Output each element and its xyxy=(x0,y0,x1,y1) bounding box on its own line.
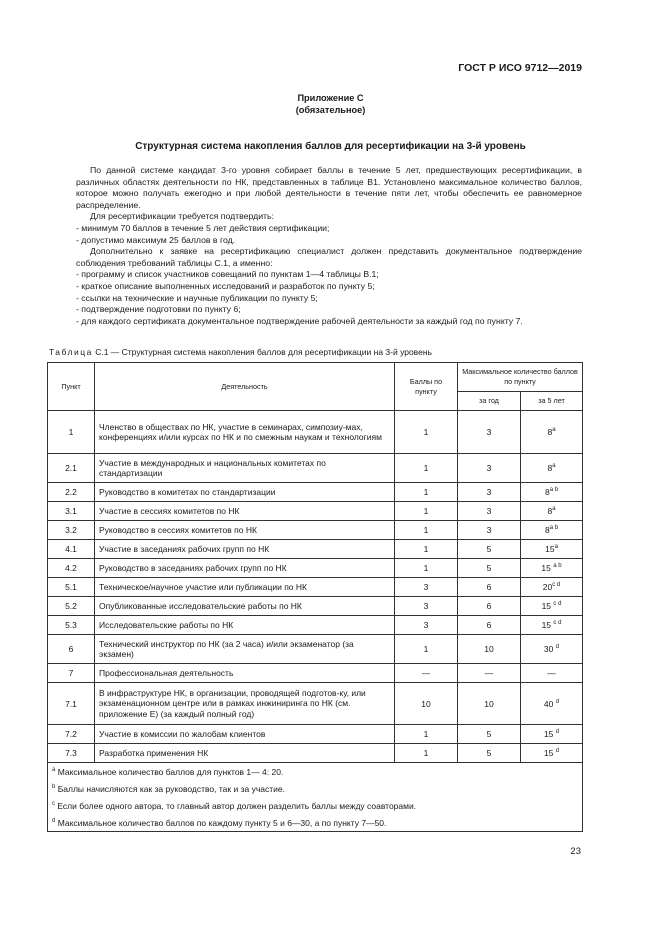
header-points: Баллы по пункту xyxy=(395,363,458,411)
cell-activity: Руководство в комитетах по стандартизации xyxy=(95,483,395,502)
annex-heading xyxy=(0,92,661,116)
table-row xyxy=(48,683,583,725)
list-item: - допустимо максимум 25 баллов в год. xyxy=(76,234,236,245)
footnote-text: Максимальное количество баллов по каждому пункту 5 и 6—30, а по пункту 7—50. xyxy=(55,817,387,828)
footnote-mark: d xyxy=(555,748,560,755)
cell-value: 15 xyxy=(541,563,554,573)
list-item: - краткое описание выполненных исследований и разработок по пункту 5; xyxy=(76,280,375,291)
cell-item: 4.2 xyxy=(48,559,95,578)
cell-points: 1 xyxy=(395,540,458,559)
cell-per-year: — xyxy=(458,664,521,683)
cell-per-5-years xyxy=(521,540,583,559)
footnote xyxy=(52,763,578,780)
cell-activity: В инфраструктуре НК, в организации, проводящей подготов-ку, или экзаменационном центре или в рамках инжиниринга по НК (см. приложение Е) (за каждый полный год) xyxy=(95,683,395,725)
cell-per-year: 6 xyxy=(458,616,521,635)
list-item: - минимум 70 баллов в течение 5 лет действия сертификации; xyxy=(76,222,330,233)
table-row xyxy=(48,521,583,540)
cell-value: 15 xyxy=(545,544,555,554)
cell-value: 15 xyxy=(541,620,554,630)
cell-item: 3.2 xyxy=(48,521,95,540)
cell-per-year: 3 xyxy=(458,454,521,483)
footnote-mark: c d xyxy=(553,620,562,627)
table-row xyxy=(48,483,583,502)
cell-points: 1 xyxy=(395,744,458,763)
cell-points: 1 xyxy=(395,725,458,744)
footnote xyxy=(52,797,578,814)
cell-per-5-years xyxy=(521,683,583,725)
table-row xyxy=(48,540,583,559)
cell-per-year: 3 xyxy=(458,502,521,521)
cell-per-5-years xyxy=(521,521,583,540)
cell-per-year: 3 xyxy=(458,521,521,540)
cell-item: 2.2 xyxy=(48,483,95,502)
list-item: - для каждого сертификата документальное подтверждение рабочей деятельности за каждый год по пункту 7. xyxy=(76,315,523,326)
points-table xyxy=(47,362,583,832)
footnote-mark: a b xyxy=(553,563,562,570)
cell-points: 1 xyxy=(395,483,458,502)
cell-points: 1 xyxy=(395,502,458,521)
cell-value: 15 xyxy=(541,601,554,611)
cell-points: 3 xyxy=(395,597,458,616)
cell-activity: Участие в международных и национальных комитетах по стандартизации xyxy=(95,454,395,483)
table-row xyxy=(48,559,583,578)
header-per-5-years: за 5 лет xyxy=(521,392,583,411)
footnote-mark: c d xyxy=(553,601,562,608)
footnote-mark: b xyxy=(52,784,56,791)
table-row xyxy=(48,744,583,763)
footnote-mark: d xyxy=(555,644,560,651)
table-row xyxy=(48,616,583,635)
footnote-mark: a xyxy=(552,427,556,434)
footnote-mark: a xyxy=(552,506,556,513)
cell-item: 5.1 xyxy=(48,578,95,597)
cell-item: 5.3 xyxy=(48,616,95,635)
cell-per-5-years xyxy=(521,664,583,683)
annex-status: (обязательное) xyxy=(295,105,366,115)
cell-value: 15 xyxy=(543,729,556,739)
cell-activity: Участие в комиссии по жалобам клиентов xyxy=(95,725,395,744)
footnote-text: Баллы начисляются как за руководство, так и за участие. xyxy=(55,783,285,794)
cell-activity: Техническое/научное участие или публикации по НК xyxy=(95,578,395,597)
cell-per-year: 5 xyxy=(458,725,521,744)
cell-points: 10 xyxy=(395,683,458,725)
cell-item: 6 xyxy=(48,635,95,664)
body-text xyxy=(76,165,582,327)
cell-points: 1 xyxy=(395,521,458,540)
cell-item: 7 xyxy=(48,664,95,683)
list-item: - программу и список участников совещаний по пунктам 1—4 таблицы В.1; xyxy=(76,269,379,280)
page-number: 23 xyxy=(570,846,581,857)
cell-item: 5.2 xyxy=(48,597,95,616)
cell-activity: Членство в обществах по НК, участие в семинарах, симпозиу-мах, конференциях и/или курсах по НК и по смежным наукам и технологиям xyxy=(95,411,395,454)
cell-activity: Разработка применения НК xyxy=(95,744,395,763)
table-row xyxy=(48,597,583,616)
header-item: Пункт xyxy=(48,363,95,411)
cell-per-5-years xyxy=(521,454,583,483)
cell-points: 1 xyxy=(395,411,458,454)
cell-item: 1 xyxy=(48,411,95,454)
header-max: Максимальное количество баллов по пункту xyxy=(458,363,583,392)
cell-per-5-years xyxy=(521,483,583,502)
table-notes xyxy=(48,763,583,832)
footnote-text: Максимальное количество баллов для пунктов 1— 4: 20. xyxy=(55,766,284,777)
footnote xyxy=(52,814,578,831)
cell-value: 8 xyxy=(547,463,553,473)
cell-per-year: 6 xyxy=(458,597,521,616)
cell-points: — xyxy=(395,664,458,683)
table-caption-label: Таблица xyxy=(49,347,93,357)
footnote-mark: d xyxy=(555,729,560,736)
cell-activity: Руководство в заседаниях рабочих групп по НК xyxy=(95,559,395,578)
footnote-mark: a b xyxy=(549,525,559,532)
cell-per-year: 5 xyxy=(458,744,521,763)
cell-activity: Руководство в сессиях комитетов по НК xyxy=(95,521,395,540)
cell-per-5-years xyxy=(521,578,583,597)
footnote xyxy=(52,780,578,797)
cell-value: 15 xyxy=(543,748,556,758)
cell-value: 8 xyxy=(544,525,550,535)
cell-per-5-years xyxy=(521,411,583,454)
cell-item: 3.1 xyxy=(48,502,95,521)
footnote-mark: a xyxy=(52,767,56,773)
cell-value: 20 xyxy=(542,582,553,592)
table-row xyxy=(48,578,583,597)
cell-item: 2.1 xyxy=(48,454,95,483)
cell-activity: Исследовательские работы по НК xyxy=(95,616,395,635)
cell-per-year: 6 xyxy=(458,578,521,597)
cell-per-year: 5 xyxy=(458,559,521,578)
annex-title: Приложение C xyxy=(297,93,364,103)
footnote-text: Если более одного автора, то главный автор должен разделить баллы между соавторами. xyxy=(55,800,417,811)
cell-value: 8 xyxy=(544,487,550,497)
cell-value: 8 xyxy=(547,506,553,516)
table-row xyxy=(48,725,583,744)
table-row xyxy=(48,502,583,521)
cell-per-5-years xyxy=(521,744,583,763)
cell-points: 3 xyxy=(395,616,458,635)
section-title: Структурная система накопления баллов для ресертификации на 3-й уровень xyxy=(135,141,526,152)
table-caption xyxy=(49,347,432,357)
footnote-mark: c d xyxy=(552,582,561,589)
footnote-mark: a b xyxy=(549,487,559,494)
table-caption-text: С.1 — Структурная система накопления баллов для ресертификации на 3-й уровень xyxy=(95,347,432,357)
cell-activity: Технический инструктор по НК (за 2 часа) и/или экзаменатор (за экзамен) xyxy=(95,635,395,664)
cell-activity: Участие в сессиях комитетов по НК xyxy=(95,502,395,521)
footnote-mark: c xyxy=(52,801,55,808)
footnote-mark: d xyxy=(52,818,56,825)
cell-activity: Профессиональная деятельность xyxy=(95,664,395,683)
cell-item: 4.1 xyxy=(48,540,95,559)
cell-per-year: 10 xyxy=(458,683,521,725)
table-body xyxy=(48,411,583,763)
cell-per-year: 3 xyxy=(458,411,521,454)
cell-value: 8 xyxy=(547,427,553,437)
table-row xyxy=(48,664,583,683)
cell-per-year: 10 xyxy=(458,635,521,664)
header-activity: Деятельность xyxy=(95,363,395,411)
cell-item: 7.2 xyxy=(48,725,95,744)
cell-points: 1 xyxy=(395,559,458,578)
cell-per-5-years xyxy=(521,502,583,521)
table-row xyxy=(48,454,583,483)
paragraph-documents: Дополнительно к заявке на ресертификацию специалист должен представить документальное подтверждение соблюдения требований таблицы С.1, а именно: xyxy=(76,246,582,268)
cell-activity: Участие в заседаниях рабочих групп по НК xyxy=(95,540,395,559)
table-row xyxy=(48,411,583,454)
cell-item: 7.1 xyxy=(48,683,95,725)
cell-per-5-years xyxy=(521,635,583,664)
table-row xyxy=(48,635,583,664)
cell-per-5-years xyxy=(521,725,583,744)
cell-value: 30 xyxy=(543,644,556,654)
cell-points: 1 xyxy=(395,454,458,483)
standard-code: ГОСТ Р ИСО 9712—2019 xyxy=(458,62,582,74)
cell-per-year: 3 xyxy=(458,483,521,502)
paragraph-intro: По данной системе кандидат 3-го уровня собирает баллы в течение 5 лет, предшествующих ресертификации, в различных областях деятельности по НК, представленных в таблице В1. Установлено максимальное количество баллов, которое можно получать ежегодно и при любой деятельности в течение пяти лет, чтобы обеспечить ее равномерное распределение. xyxy=(76,165,582,210)
cell-points: 1 xyxy=(395,635,458,664)
cell-per-5-years xyxy=(521,616,583,635)
footnote-mark: a xyxy=(554,544,558,551)
cell-item: 7.3 xyxy=(48,744,95,763)
cell-value: 40 xyxy=(543,698,556,709)
list-item: - ссылки на технические и научные публикации по пункту 5; xyxy=(76,292,318,303)
cell-per-5-years xyxy=(521,597,583,616)
cell-points: 3 xyxy=(395,578,458,597)
list-item: - подтверждение подготовки по пункту 6; xyxy=(76,304,241,315)
footnote-mark: a xyxy=(552,463,556,470)
paragraph-requirements: Для ресертификации требуется подтвердить: xyxy=(90,211,274,222)
cell-activity: Опубликованные исследовательские работы по НК xyxy=(95,597,395,616)
header-per-year: за год xyxy=(458,392,521,411)
footnote-mark: d xyxy=(555,698,560,705)
cell-per-5-years xyxy=(521,559,583,578)
cell-per-year: 5 xyxy=(458,540,521,559)
cell-value: — xyxy=(547,668,556,678)
